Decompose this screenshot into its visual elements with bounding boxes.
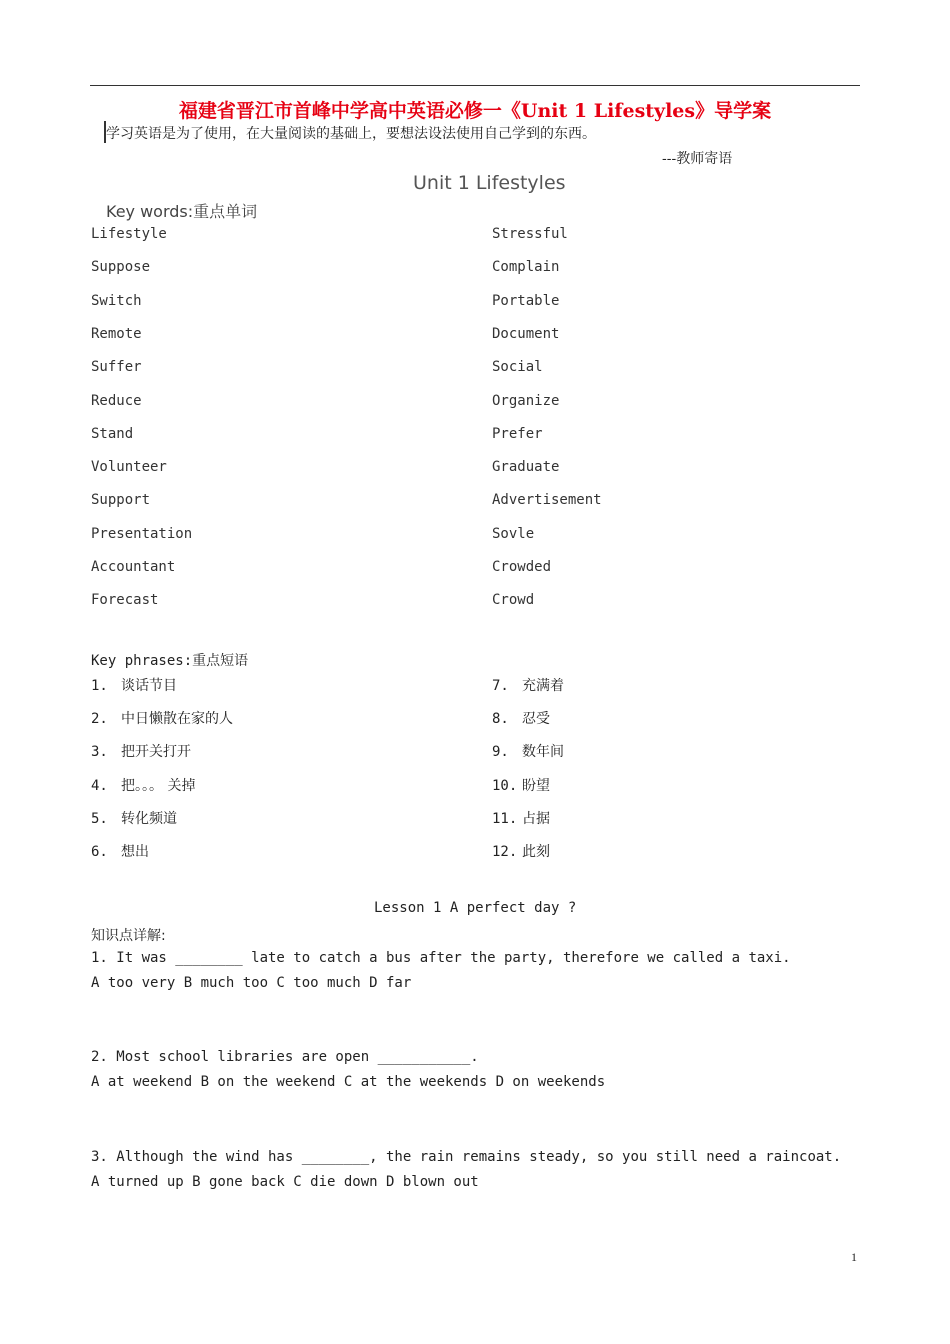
phrase-number: 9.	[492, 744, 509, 761]
key-word: Graduate	[492, 459, 560, 476]
key-word: Stressful	[492, 226, 568, 242]
key-phrases-heading: Key phrases:重点短语	[91, 653, 249, 669]
phrase-text: 盼望	[522, 777, 550, 794]
key-word: Volunteer	[91, 459, 167, 476]
key-word: Switch	[91, 292, 142, 309]
phrase-text: 想出	[121, 844, 149, 860]
key-word: Crowded	[492, 559, 552, 575]
phrase-item	[492, 675, 564, 695]
phrase-number: 8.	[492, 711, 509, 728]
phrase-number: 6.	[91, 844, 108, 860]
key-word: Document	[492, 325, 560, 342]
phrase-text: 把。。。 关掉	[121, 777, 196, 794]
phrase-item	[492, 775, 550, 795]
key-word: Suppose	[91, 259, 151, 276]
phrase-number: 7.	[492, 678, 509, 694]
key-word: Complain	[492, 259, 560, 276]
phrase-number: 12.	[492, 844, 518, 860]
key-word: Suffer	[91, 359, 142, 376]
phrase-number: 4.	[91, 777, 108, 794]
phrase-text: 此刻	[522, 844, 550, 860]
phrase-item	[91, 741, 191, 761]
question-1-options: A too very B much too C too much D far	[91, 975, 412, 991]
phrase-number: 1.	[91, 678, 108, 694]
key-word: Remote	[91, 325, 142, 342]
phrase-number: 11.	[492, 810, 518, 827]
question-3-options: A turned up B gone back C die down D blown out	[91, 1174, 479, 1190]
motto-author: ---教师寄语	[662, 151, 733, 167]
key-word: Crowd	[492, 592, 535, 609]
key-word: Support	[91, 492, 151, 509]
phrase-text: 中日懒散在家的人	[121, 711, 233, 728]
question-3-stem: 3. Although the wind has ________, the rain remains steady, so you still need a raincoat.	[91, 1149, 842, 1165]
phrase-item	[91, 675, 177, 695]
unit-heading: Unit 1 Lifestyles	[413, 172, 566, 194]
phrase-item	[91, 775, 195, 795]
lesson-title: Lesson 1 A perfect day ?	[374, 900, 577, 916]
top-rule	[90, 85, 860, 86]
phrase-text: 转化频道	[121, 810, 177, 827]
key-word: Organize	[492, 392, 560, 409]
question-2-stem: 2. Most school libraries are open ___________.	[91, 1049, 479, 1065]
key-word: Portable	[492, 292, 560, 309]
phrase-number: 3.	[91, 744, 108, 761]
page-number: 1	[851, 1250, 857, 1264]
key-word: Sovle	[492, 525, 535, 542]
key-word: Presentation	[91, 525, 193, 542]
key-word: Accountant	[91, 559, 176, 575]
question-2-options: A at weekend B on the weekend C at the weekends D on weekends	[91, 1074, 606, 1090]
knowledge-points-heading: 知识点详解:	[91, 928, 166, 944]
key-word: Stand	[91, 425, 134, 442]
key-word: Prefer	[492, 425, 543, 442]
phrase-item	[91, 841, 149, 861]
key-word: Social	[492, 359, 543, 376]
phrase-number: 10.	[492, 777, 518, 794]
phrase-text: 占据	[522, 810, 550, 827]
document-title: 福建省晋江市首峰中学高中英语必修一《Unit 1 Lifestyles》导学案	[178, 100, 772, 122]
key-words-heading: Key words:重点单词	[106, 202, 258, 221]
phrase-item	[91, 708, 233, 728]
phrase-item	[492, 741, 564, 761]
phrase-item	[91, 808, 177, 828]
phrase-text: 充满着	[522, 678, 564, 694]
phrase-number: 2.	[91, 711, 108, 728]
key-word: Advertisement	[492, 492, 602, 509]
question-1-stem: 1. It was ________ late to catch a bus after the party, therefore we called a taxi.	[91, 950, 791, 966]
phrase-item	[492, 841, 550, 861]
key-word: Reduce	[91, 392, 142, 409]
phrase-item	[492, 808, 550, 828]
teacher-motto: 学习英语是为了使用，在大量阅读的基础上，要想法设法使用自己学到的东西。	[106, 126, 596, 142]
phrase-text: 把开关打开	[121, 744, 191, 761]
phrase-text: 谈话节目	[121, 678, 177, 694]
key-word: Lifestyle	[91, 226, 167, 242]
phrase-item	[492, 708, 550, 728]
key-word: Forecast	[91, 592, 159, 609]
phrase-text: 忍受	[522, 711, 550, 728]
phrase-number: 5.	[91, 810, 108, 827]
phrase-text: 数年间	[522, 744, 564, 761]
